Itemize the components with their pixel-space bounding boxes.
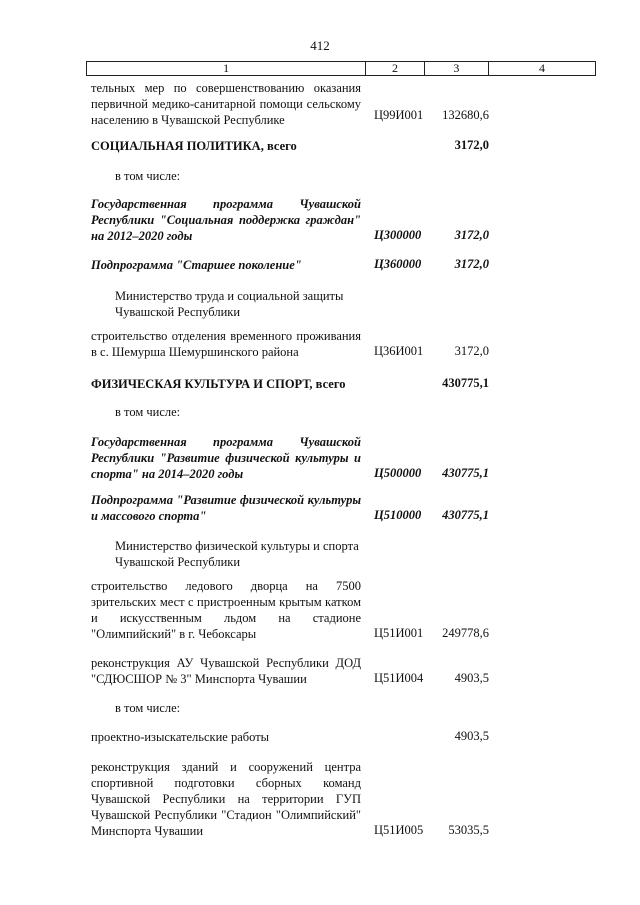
page-number: 412 xyxy=(310,38,330,53)
row-amount: 3172,0 xyxy=(454,344,489,358)
row-description: в том числе: xyxy=(115,701,181,715)
row-description: тельных мер по совершенствованию оказания первичной медико-санитарной помощи сельскому населению в Чувашской Республике xyxy=(91,81,361,127)
row-description: строительство ледового дворца на 7500 зрительских мест с пристроенным крытым катком и искусственным льдом на стадионе "Олимпийский" в г. Чебоксары xyxy=(91,579,361,641)
row-amount: 430775,1 xyxy=(442,508,489,522)
row-amount: 249778,6 xyxy=(442,626,489,640)
row-code: Ц99И001 xyxy=(374,108,424,122)
row-amount: 430775,1 xyxy=(442,466,489,480)
row-amount: 430775,1 xyxy=(442,376,489,390)
row-code: Ц500000 xyxy=(374,466,422,480)
program-title: Государственная программа Чувашской Республики "Развитие физической культуры и спорта" на 2014–2020 годы xyxy=(91,435,361,481)
section-heading: ФИЗИЧЕСКАЯ КУЛЬТУРА И СПОРТ, всего xyxy=(91,377,346,391)
row-description: в том числе: xyxy=(115,405,181,419)
row-code: Ц51И004 xyxy=(374,671,424,685)
ministry-name: Министерство физической культуры и спорта Чувашской Республики xyxy=(115,539,359,569)
subprogram-title: Подпрограмма "Старшее поколение" xyxy=(91,258,302,272)
row-description: реконструкция АУ Чувашской Республики ДОД "СДЮСШОР № 3" Минспорта Чувашии xyxy=(91,656,361,686)
row-code: Ц36И001 xyxy=(374,344,424,358)
row-amount: 4903,5 xyxy=(454,671,489,685)
row-amount: 3172,0 xyxy=(454,138,489,152)
column-header-4: 4 xyxy=(539,61,546,75)
subprogram-title: Подпрограмма "Развитие физической культуры и массового спорта" xyxy=(91,493,361,523)
column-header-2: 2 xyxy=(366,62,424,75)
row-code: Ц360000 xyxy=(374,257,422,271)
row-amount: 3172,0 xyxy=(454,228,489,242)
column-header-1: 1 xyxy=(87,62,366,75)
table-header-row xyxy=(86,61,596,76)
row-code: Ц51И001 xyxy=(374,626,424,640)
row-amount: 4903,5 xyxy=(454,729,489,743)
row-description: строительство отделения временного проживания в с. Шемурша Шемуршинского района xyxy=(91,329,361,359)
program-title: Государственная программа Чувашской Республики "Социальная поддержка граждан" на 2012–2020 годы xyxy=(91,197,361,243)
row-description: реконструкция зданий и сооружений центра спортивной подготовки сборных команд Чувашской Республики на территории ГУП Чувашской Республики "Стадион "Олимпийский" Минспорта Чувашии xyxy=(91,760,361,838)
column-header-3: 3 xyxy=(425,62,489,75)
row-amount: 3172,0 xyxy=(454,257,489,271)
row-amount: 53035,5 xyxy=(448,823,489,837)
section-heading: СОЦИАЛЬНАЯ ПОЛИТИКА, всего xyxy=(91,139,297,153)
row-code: Ц510000 xyxy=(374,508,422,522)
row-description: проектно-изыскательские работы xyxy=(91,730,270,744)
row-description: в том числе: xyxy=(115,169,181,183)
row-amount: 132680,6 xyxy=(442,108,489,122)
row-code: Ц51И005 xyxy=(374,823,424,837)
ministry-name: Министерство труда и социальной защиты Чувашской Республики xyxy=(115,289,344,319)
row-code: Ц300000 xyxy=(374,228,422,242)
